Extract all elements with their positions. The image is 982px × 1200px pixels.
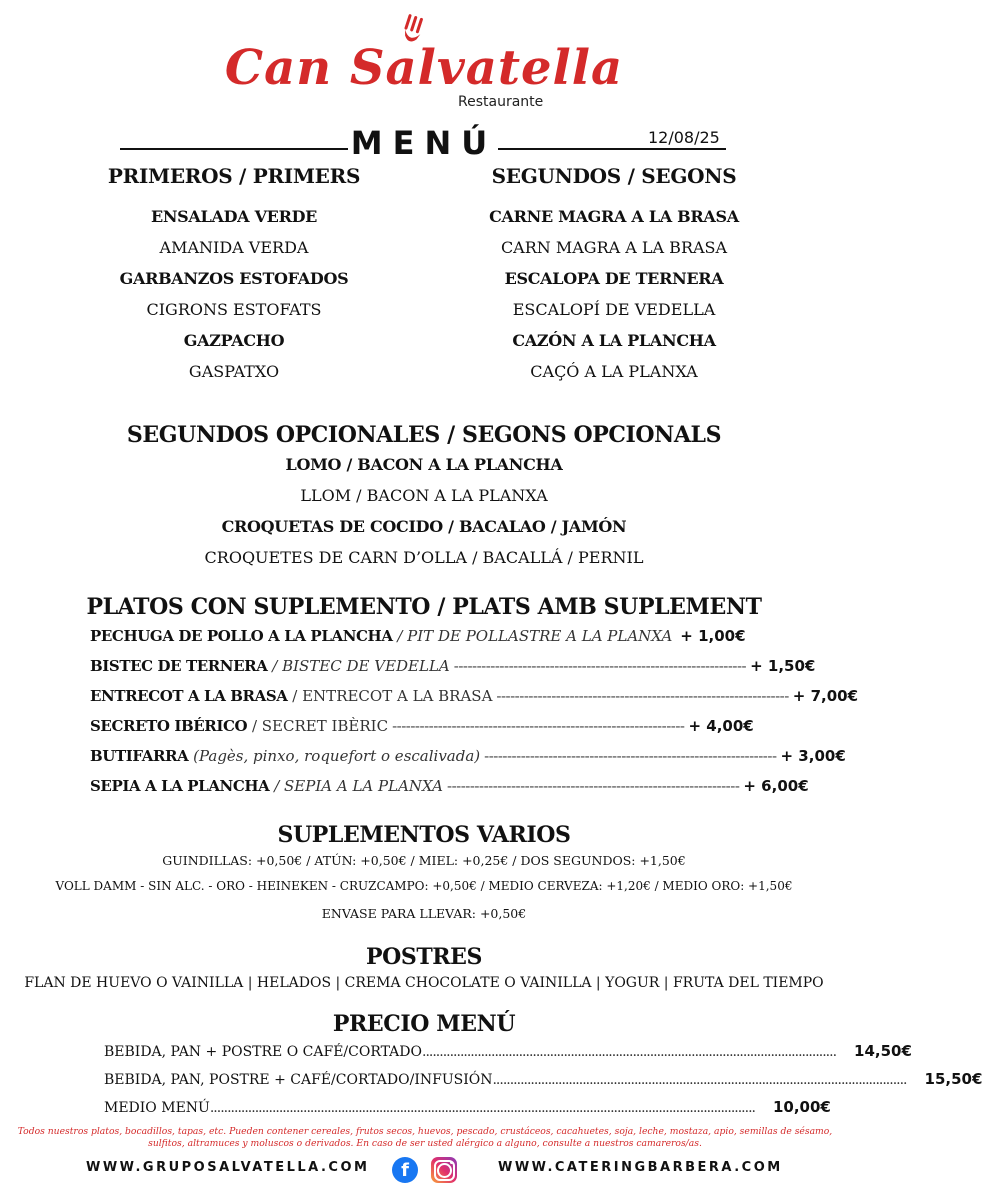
suplemento-separator: / [269,777,285,795]
suplemento-catalan: (Pagès, pinxo, roquefort o escalivada) [193,747,481,765]
suplemento-name: BISTEC DE TERNERA [90,657,268,675]
primeros-item-ca: CIGRONS ESTOFATS [146,300,322,319]
opcionales-item-ca: CROQUETES DE CARN D’OLLA / BACALLÁ / PERNIL [204,548,644,567]
suplemento-heading: PLATOS CON SUPLEMENTO / PLATS AMB SUPLEMENT [86,594,762,620]
varios-line: GUINDILLAS: +0,50€ / ATÚN: +0,50€ / MIEL: +0,25€ / DOS SEGUNDOS: +1,50€ [162,853,686,868]
primeros-item-es: ENSALADA VERDE [150,207,318,226]
dot-leader: ........................................................................................................................ [492,1072,907,1088]
suplemento-row [90,717,754,735]
suplemento-price: + 6,00€ [743,777,809,795]
suplemento-catalan: BISTEC DE VEDELLA [282,657,450,675]
precio-value: 14,50€ [854,1042,912,1060]
suplemento-price: + 4,00€ [688,717,754,735]
primeros-heading: PRIMEROS / PRIMERS [107,164,361,188]
dot-leader: ---------------------------------------------------------------- [453,657,747,675]
postres-heading: POSTRES [365,944,483,970]
primeros-item-es: GAZPACHO [183,331,285,350]
varios-line: VOLL DAMM - SIN ALC. - ORO - HEINEKEN - CRUZCAMPO: +0,50€ / MEDIO CERVEZA: +1,20€ / MEDIO ORO: +1,50€ [55,879,793,893]
segundos-heading: SEGUNDOS / SEGONS [491,164,737,188]
varios-line: ENVASE PARA LLEVAR: +0,50€ [321,906,527,921]
suplemento-name: SEPIA A LA PLANCHA [90,777,270,795]
opcionales-item-ca: LLOM / BACON A LA PLANXA [300,486,548,505]
dot-leader: ---------------------------------------------------------------- [484,747,777,765]
opcionales-item-es: LOMO / BACON A LA PLANCHA [285,455,563,474]
varios-heading: SUPLEMENTOS VARIOS [277,822,571,848]
precio-heading: PRECIO MENÚ [332,1011,516,1037]
precio-value: 15,50€ [924,1070,982,1088]
suplemento-separator: / [287,687,303,705]
suplemento-name: PECHUGA DE POLLO A LA PLANCHA [90,627,393,645]
suplemento-row [90,627,746,645]
suplemento-row [90,687,859,705]
suplemento-price: + 1,50€ [750,657,816,675]
primeros-item-ca: AMANIDA VERDA [159,238,309,257]
suplemento-separator: / [392,627,408,645]
opcionales-heading: SEGUNDOS OPCIONALES / SEGONS OPCIONALS [126,422,722,448]
logo-subtitle: Restaurante [458,94,544,110]
precio-row [104,1098,831,1116]
menu-date: 12/08/25 [648,128,720,147]
opcionales-item-es: CROQUETAS DE COCIDO / BACALAO / JAMÓN [221,517,627,536]
suplemento-separator: / [267,657,283,675]
postres-line: FLAN DE HUEVO O VAINILLA | HELADOS | CREMA CHOCOLATE O VAINILLA | YOGUR | FRUTA DEL TIEMPO [24,975,824,991]
primeros-item-es: GARBANZOS ESTOFADOS [119,269,349,288]
suplemento-row [90,657,816,675]
precio-label: BEBIDA, PAN + POSTRE O CAFÉ/CORTADO [104,1044,422,1060]
segundos-item-es: CAZÓN A LA PLANCHA [512,331,716,350]
primeros-item-ca: GASPATXO [188,362,280,381]
dot-leader: ---------------------------------------------------------------- [447,777,740,795]
logo-name: Can Salvatella [224,40,624,96]
suplemento-catalan: ENTRECOT A LA BRASA [302,687,493,705]
page-title: MENÚ [350,124,498,162]
suplemento-price: + 3,00€ [780,747,846,765]
suplemento-catalan: SECRET IBÈRIC [261,717,389,735]
allergen-note: Todos nuestros platos, bocadillos, tapas, etc. Pueden contener cereales, frutos secos, huevos, pescado, crustáceos, cacahuetes, soja, leche, mostaza, apio, semillas de sésamo, sulfitos, altramuces y moluscos o derivados. En caso de ser usted alérgico a alguno, consulte a nuestros camareros/as. [17,1126,833,1149]
precio-value: 10,00€ [772,1098,831,1116]
dot-leader: .............................................................................................................................................................. [209,1100,755,1116]
footer-link-cateringbarbera[interactable]: WWW.CATERINGBARBERA.COM [498,1160,783,1175]
suplemento-catalan: SEPIA A LA PLANXA [284,777,444,795]
suplemento-name: SECRETO IBÉRICO [90,717,248,735]
suplemento-catalan: PIT DE POLLASTRE A LA PLANXA [407,627,673,645]
suplemento-row [90,777,809,795]
facebook-icon[interactable]: f [392,1157,418,1183]
precio-row [104,1042,912,1060]
segundos-item-ca: CARN MAGRA A LA BRASA [500,238,728,257]
precio-row [104,1070,982,1088]
suplemento-name: BUTIFARRA [90,747,189,765]
suplemento-price: + 1,00€ [680,627,746,645]
segundos-item-ca: CAÇÓ A LA PLANXA [530,362,698,381]
instagram-icon[interactable] [431,1157,457,1183]
footer-link-gruposalvatella[interactable]: WWW.GRUPOSALVATELLA.COM [86,1160,370,1175]
suplemento-separator: / [247,717,262,735]
precio-label: BEBIDA, PAN, POSTRE + CAFÉ/CORTADO/INFUSIÓN [104,1072,493,1088]
suplemento-name: ENTRECOT A LA BRASA [90,687,288,705]
segundos-item-ca: ESCALOPÍ DE VEDELLA [512,300,716,319]
suplemento-row [90,747,846,765]
suplemento-price: + 7,00€ [792,687,859,705]
dot-leader: ........................................................................................................................ [422,1044,837,1060]
dot-leader: ---------------------------------------------------------------- [392,717,685,735]
dot-leader: ---------------------------------------------------------------- [496,687,789,705]
precio-label: MEDIO MENÚ [104,1100,210,1116]
segundos-item-es: CARNE MAGRA A LA BRASA [489,207,739,226]
segundos-item-es: ESCALOPA DE TERNERA [504,269,724,288]
